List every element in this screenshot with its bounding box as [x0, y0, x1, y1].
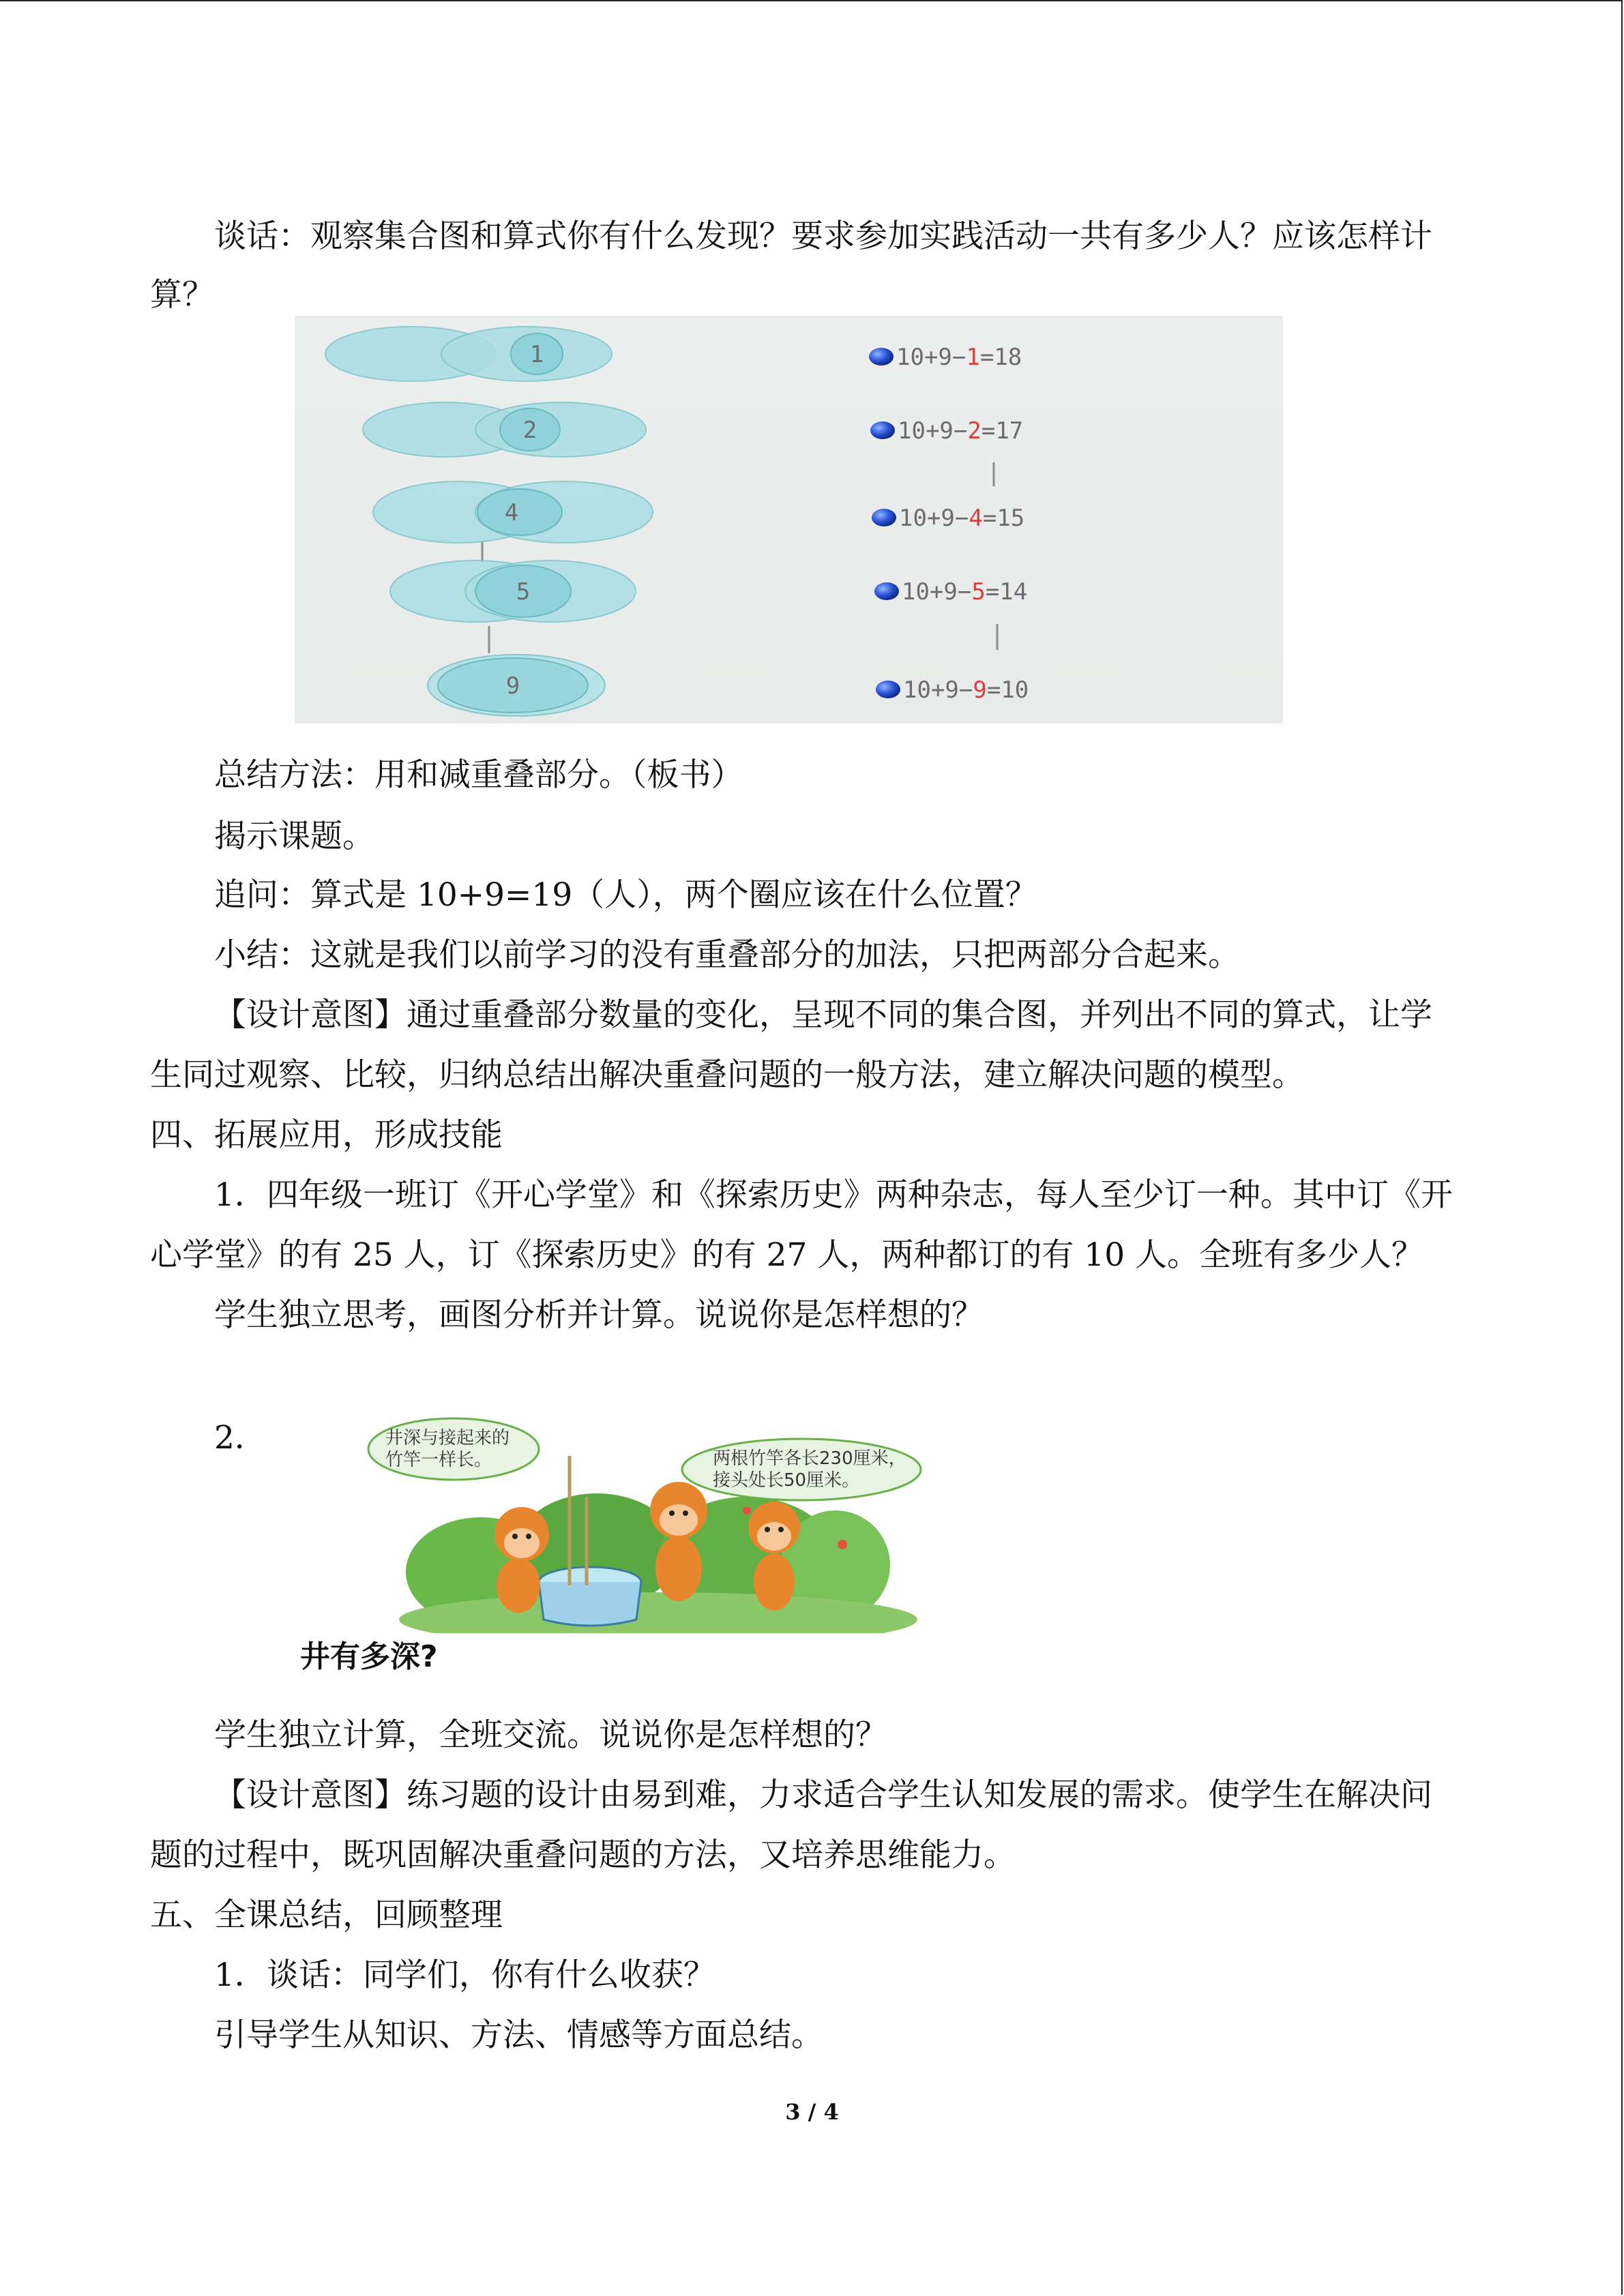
section-heading: 五、全课总结，回顾整理 — [150, 1896, 503, 1934]
paragraph: 生同过观察、比较，归纳总结出解决重叠问题的一般方法，建立解决问题的模型。 — [150, 1056, 1304, 1094]
overlap-label: 4 — [504, 499, 519, 526]
venn-diagram-figure — [295, 316, 1283, 724]
bubble-text: 竹竿一样长。 — [385, 1450, 492, 1470]
venn-row — [363, 402, 646, 457]
paragraph: 心学堂》的有 25 人，订《探索历史》的有 27 人，两种都订的有 10 人。全班有多少人？ — [150, 1236, 1424, 1274]
bullet-dot-icon — [870, 421, 895, 439]
overlap-label: 1 — [529, 341, 544, 368]
equation-row — [874, 578, 1027, 606]
venn-row — [428, 655, 605, 716]
speech-bubble-right — [682, 1439, 921, 1500]
venn-row — [390, 561, 636, 622]
bullet-dot-icon — [869, 348, 894, 366]
paragraph: 2． — [214, 1419, 267, 1457]
bubble-text: 井深与接起来的 — [385, 1428, 510, 1448]
paragraph: 谈话：观察集合图和算式你有什么发现？要求参加实践活动一共有多少人？应该怎样计 — [214, 218, 1432, 255]
equation-row — [870, 417, 1023, 445]
page-number: 3 / 4 — [785, 2099, 839, 2125]
bullet-dot-icon — [874, 582, 899, 600]
paragraph: 揭示课题。 — [214, 818, 374, 855]
paragraph: 小结：这就是我们以前学习的没有重叠部分的加法，只把两部分合起来。 — [214, 936, 1240, 974]
bullet-dot-icon — [876, 681, 900, 698]
overlap-label: 2 — [522, 417, 537, 444]
bullet-dot-icon — [872, 509, 896, 526]
svg-text:10+9−1=18: 10+9−1=18 — [896, 344, 1022, 371]
overlap-label: 9 — [505, 672, 520, 700]
speech-bubble-left — [368, 1418, 539, 1480]
svg-text:10+9−9=10: 10+9−9=10 — [903, 676, 1029, 704]
figure-caption: 井有多深? — [300, 1639, 438, 1674]
section-heading: 四、拓展应用，形成技能 — [150, 1116, 503, 1154]
svg-text:10+9−4=15: 10+9−4=15 — [899, 505, 1025, 532]
paragraph: 追问：算式是 10+9=19（人），两个圈应该在什么位置？ — [214, 876, 1037, 914]
paragraph: 【设计意图】练习题的设计由易到难，力求适合学生认知发展的需求。使学生在解决问 — [214, 1776, 1432, 1814]
paragraph: 1．谈话：同学们，你有什么收获？ — [214, 1956, 715, 1994]
paragraph: 引导学生从知识、方法、情感等方面总结。 — [214, 2016, 823, 2054]
paragraph: 总结方法：用和减重叠部分。（板书） — [214, 756, 743, 794]
paragraph: 学生独立思考，画图分析并计算。说说你是怎样想的？ — [214, 1296, 984, 1334]
venn-row — [373, 481, 653, 543]
paragraph: 题的过程中，既巩固解决重叠问题的方法，又培养思维能力。 — [150, 1836, 1016, 1874]
bubble-text: 接头处长50厘米。 — [713, 1470, 860, 1491]
equation-row — [869, 344, 1022, 371]
paragraph: 【设计意图】通过重叠部分数量的变化，呈现不同的集合图，并列出不同的算式，让学 — [214, 996, 1432, 1034]
cartoon-illustration — [365, 1415, 945, 1633]
equation-row — [872, 505, 1024, 532]
paragraph: 1．四年级一班订《开心学堂》和《探索历史》两种杂志，每人至少订一种。其中订《开 — [214, 1176, 1453, 1214]
bubble-text: 两根竹竿各长230厘米， — [713, 1448, 906, 1469]
svg-text:10+9−2=17: 10+9−2=17 — [898, 417, 1024, 445]
venn-row — [325, 327, 612, 381]
equation-row — [876, 676, 1029, 704]
paragraph: 算？ — [150, 276, 214, 314]
svg-text:10+9−5=14: 10+9−5=14 — [902, 578, 1028, 606]
paragraph: 学生独立计算，全班交流。说说你是怎样想的？ — [214, 1716, 887, 1754]
overlap-label: 5 — [516, 578, 531, 606]
